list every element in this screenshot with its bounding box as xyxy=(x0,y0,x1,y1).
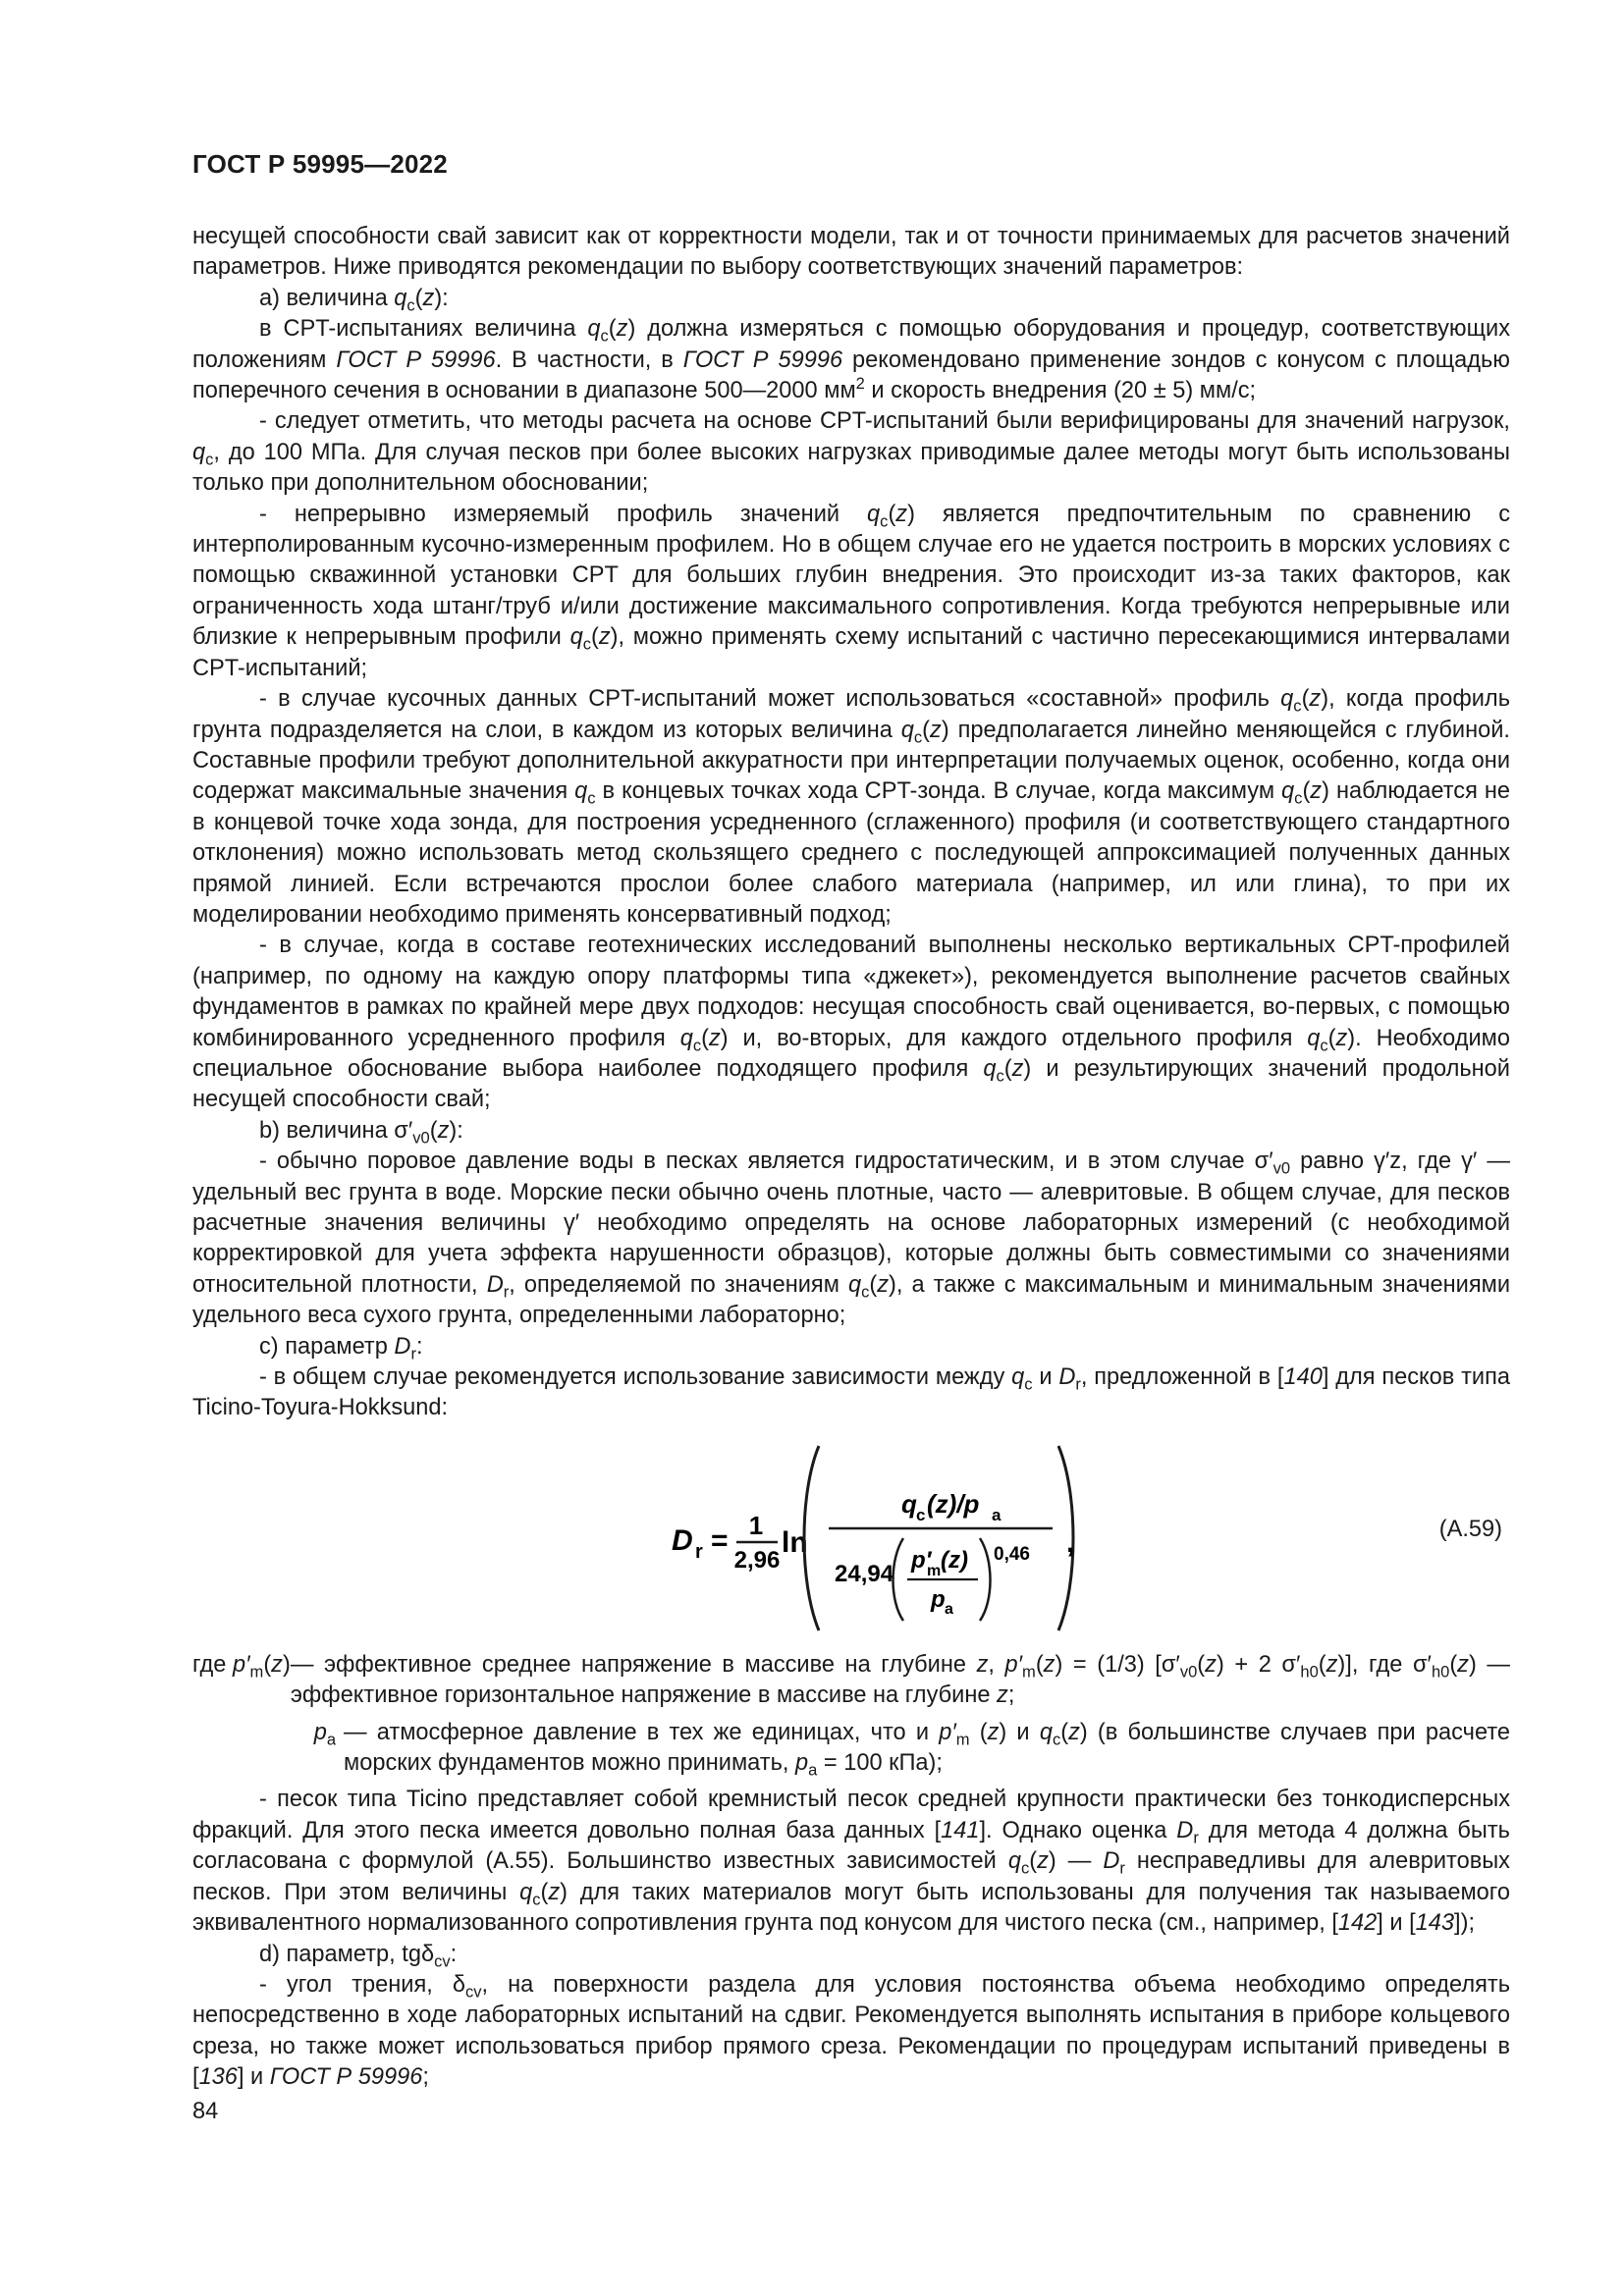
paragraph: - в случае, когда в составе геотехнических исследований выполнены несколько вертикальных CPT-профилей (например, по одному на каждую опору платформы типа «джекет»), рекомендуется выполнение расчетов свайных фундаментов в рамках по крайней мере двух подходов: несущая способность свай оценивается, во-первых, с помощью комбинированного усредненного профиля $q_c(z)$ и, во-вторых, для каждого отдельного профиля $q_c(z)$. Необходимо специальное обоснование выбора наиболее подходящего профиля $q_c(z)$ и результирующих значений продольной несущей способности свай; xyxy=(192,933,1511,1113)
paragraph: - в случае кусочных данных CPT-испытаний может использоваться «составной» профиль $q_c(z)$, когда профиль грунта подразделяется на слои, в каждом из которых величина $q_c(z)$ предполагается линейно меняющейся с глубиной. Составные профили требуют дополнительной аккуратности при интерпретации получаемых оценок, особенно, когда они содержат максимальные значения $q_c$ в концевых точках хода CPT-зонда. В случае, когда максимум $q_c(z)$ наблюдается не в концевой точке хода зонда, для построения усредненного (сглаженного) профиля (и соответствующего стандартного отклонения) можно использовать метод скользящего среднего с последующей аппроксимацией полученных данных прямой линией. Если встречаются прослои более слабого материала (например, ил или глина), то при их моделировании необходимо применять консервативный подход; xyxy=(192,686,1510,928)
svg-text:a: a xyxy=(992,1505,1001,1524)
svg-text:a: a xyxy=(945,1600,953,1618)
definition-pa: $p_a$ — атмосферное давление в тех же единицах, что и $p'_m$ (z) и $q_c(z)$ (в большинстве случаев при расчете морских фундаментов можно принимать, $p_a = 100$ кПа); xyxy=(313,1719,1510,1780)
svg-text:c: c xyxy=(916,1505,926,1524)
svg-text:(z): (z) xyxy=(941,1546,968,1574)
svg-text:=: = xyxy=(711,1523,729,1557)
formula-lhs-sub: r xyxy=(695,1540,703,1563)
page-number: 84 xyxy=(192,2099,219,2124)
equation-a59 xyxy=(192,1434,1510,1642)
formula-definitions xyxy=(192,1650,1510,1780)
svg-text:p′: p′ xyxy=(911,1546,932,1574)
paragraph: - в общем случае рекомендуется использование зависимости между $q_c$ и $D_r$, предложенной в [140] для песков типа Ticino-Toyura-Hokksund: xyxy=(192,1364,1510,1421)
formula-one: 1 xyxy=(748,1510,764,1540)
svg-text:m: m xyxy=(927,1562,942,1579)
paragraph: - обычно поровое давление воды в песках является гидростатическим, и в этом случае $\sigma'_{v0}$ равно γ′z, где γ′ — удельный вес грунта в воде. Морские пески обычно очень плотные, часто — алевритовые. В общем случае, для песков расчетные значения величины γ′ необходимо определять на основе лабораторных измерений (с необходимой корректировкой для учета эффекта нарушенности образцов), которые должны быть совместимыми со значениями относительной плотности, $D_r$, определяемой по значениям $q_c(z)$, а также с максимальным и минимальным значениями удельного веса сухого грунта, определенными лабораторно; xyxy=(192,1148,1510,1329)
paragraph: - песок типа Ticino представляет собой кремнистый песок средней крупности практически без тонкодисперсных фракций. Для этого песка имеется довольно полная база данных [141]. Однако оценка $D_r$ для метода 4 должна быть согласована с формулой (А.55). Большинство известных зависимостей $q_c(z)$ — $D_r$ несправедливы для алевритовых песков. При этом величины $q_c(z)$ для таких материалов могут быть использованы для получения так называемого эквивалентного нормализованного сопротивления грунта под конусом для чистого песка (см., например, [142] и [143]); xyxy=(192,1787,1511,1937)
formula-num-q: q xyxy=(901,1488,917,1519)
paragraph: несущей способности свай зависит как от корректности модели, так и от точности принимаемых для расчетов значений параметров. Ниже приводятся рекомендации по выбору соответствующих значений параметров: xyxy=(192,224,1510,281)
formula-lhs: D xyxy=(672,1523,693,1557)
document-header: ГОСТ Р 59995—2022 xyxy=(192,149,448,179)
paragraph: - непрерывно измеряемый профиль значений $q_c(z)$ является предпочтительным по сравнению с интерполированным кусочно-измеренным профилем. Но в общем случае его не удается построить в морских условиях с помощью скважинной установки CPT для больших глубин внедрения. Это происходит из-за таких факторов, как ограниченность хода штанг/труб и/или достижение максимального сопротивления. Когда требуются непрерывные или близкие к непрерывным профили $q_c(z)$, можно применять схему испытаний с частично пересекающимися интервалами CPT-испытаний; xyxy=(192,501,1511,681)
formula-coef: 24,94 xyxy=(835,1560,894,1587)
formula-ln: ln xyxy=(782,1525,808,1559)
item-d: d) параметр, tgδ$_{cv}$: xyxy=(259,1941,458,1971)
equation-number: (А.59) xyxy=(1438,1516,1502,1542)
formula-graphic xyxy=(662,1434,1251,1642)
svg-text:,: , xyxy=(1066,1525,1075,1559)
formula-denominator: 2,96 xyxy=(733,1546,781,1574)
item-b: b) величина $\sigma'_{v0}(z)$: xyxy=(259,1117,463,1148)
svg-text:(z)/p: (z)/p xyxy=(927,1488,980,1519)
paragraph: - следует отметить, что методы расчета на основе CPT-испытаний были верифицированы для значений нагрузок, $q_c$, до 100 МПа. Для случая песков при более высоких нагрузках приводимые далее методы могут быть использованы только при дополнительном обосновании; xyxy=(192,408,1510,497)
item-c: c) параметр $D_r$: xyxy=(259,1333,423,1363)
definition-pm: где $p'_m(z)$ — эффективное среднее напряжение в массиве на глубине z, $p'_m(z) = (1/3) [\sigma'_{v0}(z) + 2$ $\sigma'_{h0}(z)$], где $\sigma'_{h0}(z)$ — эффективное горизонтальное напряжение в массиве на глубине z; xyxy=(192,1651,1510,1709)
document-body xyxy=(192,222,1510,2094)
formula-exponent: 0,46 xyxy=(994,1543,1030,1565)
paragraph: в CPT-испытаниях величина $q_c(z)$ должна измеряться с помощью оборудования и процедур, соответствующих положениям ГОСТ Р 59996. В частности, в ГОСТ Р 59996 рекомендовано применение зондов с конусом с площадью поперечного сечения в основании в диапазоне 500—2000 $мм^2$ и скорость внедрения (20 ± 5) мм/с; xyxy=(192,316,1511,404)
item-a: а) величина $q_c(z)$: xyxy=(259,285,449,315)
svg-text:p: p xyxy=(931,1585,946,1613)
paragraph: - угол трения, $\delta_{cv}$, на поверхности раздела для условия постоянства объема необходимо определять непосредственно в ходе лабораторных испытаний на сдвиг. Рекомендуется выполнять испытания в приборе кольцевого среза, но также может использоваться прибор прямого среза. Рекомендации по процедурам испытаний приведены в [136] и ГОСТ Р 59996; xyxy=(192,1971,1511,2091)
